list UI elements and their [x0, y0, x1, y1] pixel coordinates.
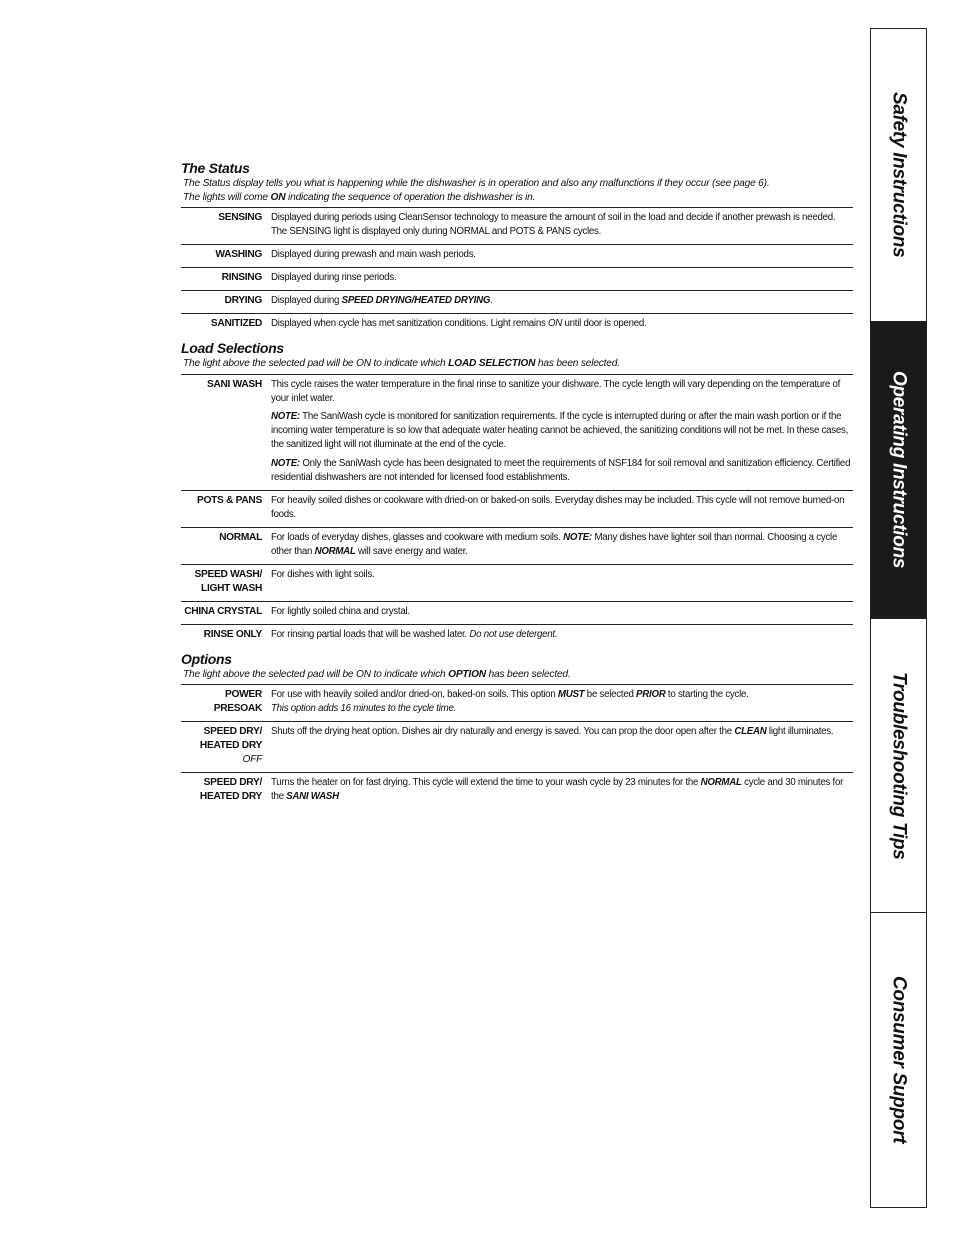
table-row — [181, 245, 853, 268]
row-label: SANI WASH — [206, 378, 262, 390]
row-label: RINSING — [221, 272, 262, 283]
row-description: This cycle raises the water temperature in the final rinse to sanitize your dishware. The cycle length will vary depending on the temperature of your inlet water. NOTE: The SaniWash cycle is monitored for sanitization requirements. If the cycle is interrupted during or after the main wash portion or if the incoming water temperature is so low that adequate water heating cannot be achieved, the sanitizing conditions will not be met. In these cases, the sanitized light will not illuminate at the end of the cycle. NOTE: Only the SaniWash cycle has been designated to meet the requirements of NSF184 for soil removal and sanitization efficiency. Certified residential dishwashers are not intended for licensed food establishments. — [271, 378, 851, 483]
row-label: SPEED DRY/ HEATED DRY — [199, 777, 262, 802]
table-row — [181, 314, 853, 336]
status-title: The Status — [181, 160, 250, 176]
table-row — [181, 773, 853, 809]
row-description: For loads of everyday dishes, glasses and cookware with medium soils. NOTE: Many dishes have lighter soil than normal. Choosing a cycle other than NORMAL will save energy and water. — [271, 531, 838, 557]
table-row — [181, 722, 853, 773]
options-title: Options — [181, 650, 232, 667]
load-selections-table — [181, 374, 853, 647]
row-label: POTS & PANS — [196, 494, 262, 506]
main-content — [181, 160, 853, 809]
row-description: Displayed during rinse periods. — [271, 272, 397, 283]
table-row — [181, 625, 853, 647]
row-label: SENSING — [218, 212, 262, 223]
row-label: SANITIZED — [210, 318, 262, 329]
table-row — [181, 685, 853, 722]
table-row — [181, 208, 853, 245]
status-table — [181, 207, 853, 336]
load-selections-title: Load Selections — [181, 340, 284, 356]
row-label: SPEED DRY/ HEATED DRY OFF — [199, 726, 262, 765]
row-description: Displayed when cycle has met sanitization conditions. Light remains ON until door is opened. — [271, 318, 647, 329]
table-row — [181, 375, 853, 491]
row-description: For dishes with light soils. — [271, 568, 375, 580]
row-label: CHINA CRYSTAL — [184, 605, 262, 617]
table-row — [181, 565, 853, 602]
tab-troubleshooting-tips[interactable]: Troubleshooting Tips — [871, 619, 926, 913]
options-intro: The light above the selected pad will be ON to indicate which OPTION has been selected. — [183, 668, 571, 680]
table-row — [181, 602, 853, 625]
row-description: Displayed during SPEED DRYING/HEATED DRYING. — [271, 295, 493, 306]
tab-operating-instructions[interactable]: Operating Instructions — [871, 322, 926, 619]
tab-safety-instructions[interactable]: Safety Instructions — [871, 29, 926, 322]
status-section — [181, 160, 853, 336]
row-description: Shuts off the drying heat option. Dishes air dry naturally and energy is saved. You can prop the door open after the CLEAN light illuminates. — [271, 726, 834, 737]
tab-consumer-support[interactable]: Consumer Support — [888, 976, 910, 1144]
row-description: For lightly soiled china and crystal. — [271, 605, 410, 617]
options-section — [181, 651, 853, 810]
row-label: WASHING — [215, 249, 262, 260]
row-label: DRYING — [224, 295, 262, 306]
row-label: RINSE ONLY — [203, 628, 262, 640]
load-selections-intro: The light above the selected pad will be ON to indicate which LOAD SELECTION has been selected. — [183, 358, 620, 369]
table-row — [181, 528, 853, 565]
row-description: Displayed during prewash and main wash periods. — [271, 249, 476, 260]
row-label: SPEED WASH/ LIGHT WASH — [194, 568, 262, 594]
table-row — [181, 268, 853, 291]
row-label: NORMAL — [219, 531, 262, 543]
row-description: For heavily soiled dishes or cookware with dried-on or baked-on soils. Everyday dishes may be included. This cycle will not remove burned-on foods. — [271, 494, 845, 520]
row-description: For use with heavily soiled and/or dried-on, baked-on soils. This option MUST be selected PRIOR to starting the cycle. This option adds 16 minutes to the cycle time. — [271, 689, 749, 714]
section-tabs — [870, 28, 927, 1208]
row-description: For rinsing partial loads that will be washed later. Do not use detergent. — [271, 628, 558, 640]
status-intro: The Status display tells you what is happening while the dishwasher is in operation and also any malfunctions if they occur (see page 6). The lights will come ON indicating the sequence of operation the dishwasher is in. — [183, 178, 770, 203]
options-table — [181, 684, 853, 809]
row-description: Displayed during periods using CleanSensor technology to measure the amount of soil in the load and decide if another prewash is needed. The SENSING light is displayed only during NORMAL and POTS & PANS cycles. — [271, 212, 836, 237]
row-description: Turns the heater on for fast drying. This cycle will extend the time to your wash cycle by 23 minutes for the NORMAL cycle and 30 minutes for the SANI WASH — [271, 777, 844, 802]
table-row — [181, 291, 853, 314]
row-label: POWER PRESOAK — [213, 689, 262, 714]
table-row — [181, 491, 853, 528]
load-selections-section — [181, 340, 853, 647]
